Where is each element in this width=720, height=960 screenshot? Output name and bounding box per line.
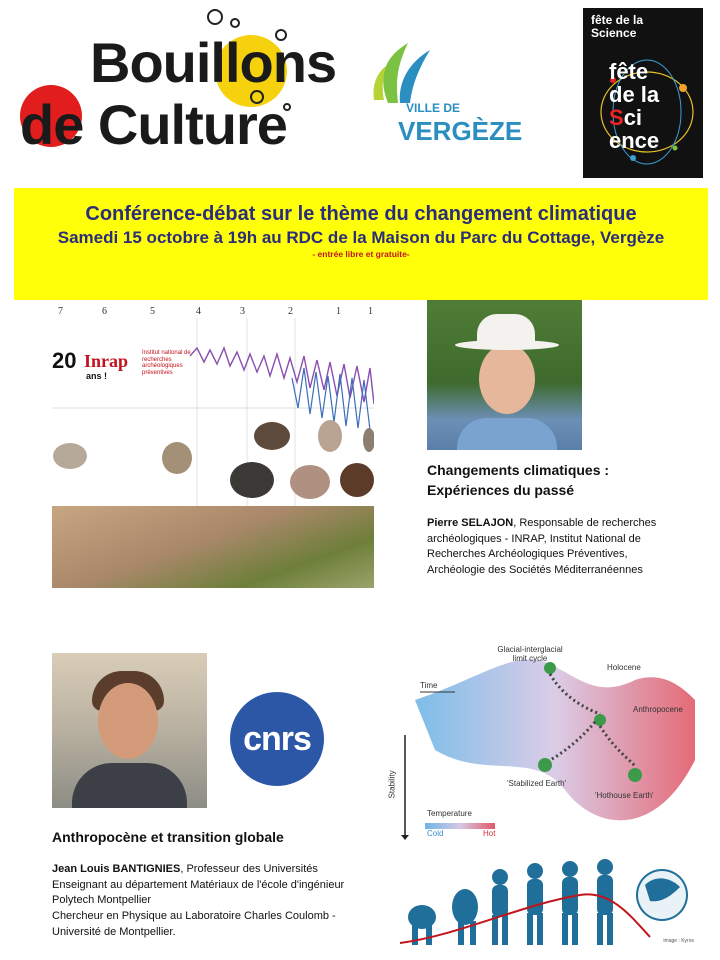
excavation-photo (52, 506, 374, 588)
talk1-speaker (427, 516, 687, 579)
label-anthropocene: Anthropocene (633, 705, 683, 714)
shirt-shape (72, 763, 187, 808)
inrap-graph-panel (52, 300, 374, 588)
inrap-logo-name: Inrap (84, 351, 129, 371)
speaker-photo-selajon (427, 300, 582, 450)
inrap-20: 20 (52, 348, 77, 373)
speaker-photo-bantignies (52, 653, 207, 808)
logo-line1: Bouillons (90, 31, 337, 94)
face-shape (479, 344, 535, 414)
label-hothouse: 'Hothouse Earth' (595, 791, 654, 800)
leaf-icon (368, 38, 448, 108)
talk2-speaker-desc1: , Professeur des Universités (180, 863, 318, 875)
inrap-ans: ans ! (86, 371, 108, 381)
tick-label: 3 (240, 306, 245, 317)
label-hot: Hot (483, 829, 496, 838)
cnrs-text: cnrs (243, 720, 311, 758)
tick-label: 4 (196, 306, 201, 317)
label-holocene: Holocene (607, 663, 641, 672)
fete-science-small: fête de la Science (591, 13, 644, 40)
image-credit: image : Kyros (663, 938, 694, 944)
tick-label: 1 (336, 306, 341, 317)
tick-label: 2 (288, 306, 293, 317)
bouillons-de-culture-logo (10, 5, 337, 156)
event-date-place: Samedi 15 octobre à 19h au RDC de la Maison du Parc du Cottage, Vergèze (57, 228, 665, 247)
evolution-illustration (400, 855, 700, 950)
shirt-shape (457, 418, 557, 450)
event-banner (14, 188, 708, 300)
vergeze-name: VERGÈZE (398, 116, 523, 146)
inrap-description: Institut national de recherches archéologiques préventives (142, 350, 191, 376)
vergeze-small: VILLE DE (406, 101, 461, 115)
fds-s: S (609, 105, 624, 131)
evolution-silhouettes (400, 855, 700, 950)
event-access: - entrée libre et gratuite- (312, 249, 410, 260)
talk1-speaker-name: Pierre SELAJON (427, 517, 514, 529)
talk1-title-line2: Expériences du passé (427, 482, 575, 499)
talk2-speaker-line3: Chercheur en Physique au Laboratoire Charles Coulomb -Université de Montpellier. (52, 910, 336, 938)
talk2-speaker (52, 862, 352, 941)
face-shape (98, 683, 158, 759)
talk1-title (427, 460, 697, 501)
earth-system-diagram (387, 640, 695, 840)
label-stability: Stability (387, 770, 397, 799)
fds-ci: ci (623, 105, 643, 131)
tick-label: 6 (102, 306, 107, 317)
climate-graph (52, 318, 374, 508)
talk2-speaker-line1 (52, 862, 352, 878)
fete-science-logo (583, 8, 703, 178)
hat-crown (477, 314, 535, 346)
talk2-speaker-name: Jean Louis BANTIGNIES (52, 863, 181, 875)
vergeze-logo (368, 38, 523, 148)
tick-label: 5 (150, 306, 155, 317)
tick-label: 7 (58, 306, 63, 317)
label-time: Time (420, 681, 438, 690)
cnrs-logo (230, 692, 324, 786)
fds-line4: ence (609, 128, 660, 154)
talk2-speaker-line2: Enseignant au département Matériaux de l'école d'ingénieur Polytech Montpellier (52, 878, 345, 907)
logo-line2: de Culture (20, 93, 287, 156)
talk1-title-line1: Changements climatiques : (427, 462, 610, 478)
fds-line3 (609, 106, 659, 129)
label-stabilized: 'Stabilized Earth' (507, 779, 567, 788)
fds-line2: de la (609, 82, 660, 108)
fds-line1: fête (609, 59, 649, 84)
label-cold: Cold (427, 829, 444, 838)
tick-label: 1 (368, 306, 373, 317)
talk1-speaker-desc: , Responsable de recherches archéologiques - INRAP, Institut National de Recherches Archéologiques Préventives, Archéologie des Sociétés Méditerranéennes (427, 517, 657, 577)
talk2-title: Anthropocène et transition globale (52, 829, 284, 845)
fete-science-big (609, 60, 659, 152)
event-title: Conférence-débat sur le thème du changement climatique (85, 203, 637, 225)
label-glacial: Glacial-interglacial limit cycle (497, 645, 563, 663)
label-temperature: Temperature (427, 809, 472, 818)
